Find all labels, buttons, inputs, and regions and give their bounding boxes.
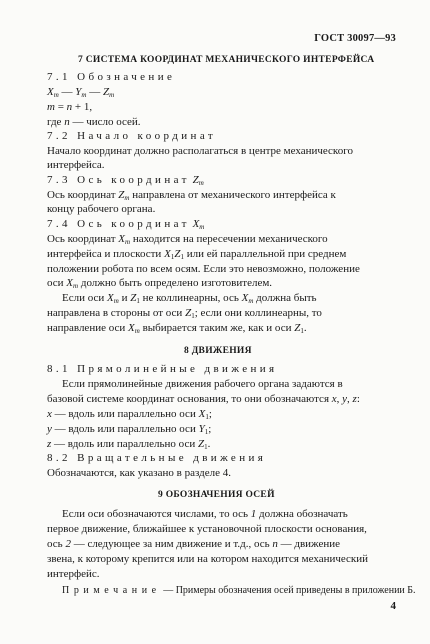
paragraph-7-2-line1: Начало координат должно располагаться в центре механического (47, 145, 353, 157)
paragraph-9-line5: интерфейс. (47, 568, 100, 580)
paragraph-8-2: Обозначаются, как указано в разделе 4. (47, 467, 231, 479)
paragraph-7-4b-line2: направлена в стороны от оси $Z_1$; если они коллинеарны, то (47, 307, 322, 320)
paragraph-7-4-line4: оси $X_m$ должно быть определено изготовителем. (47, 277, 273, 290)
paragraph-7-4-line1: Ось координат $X_m$ находится на пересечении механического (47, 233, 328, 246)
section-7-title: 7 СИСТЕМА КООРДИНАТ МЕХАНИЧЕСКОГО ИНТЕРФЕЙСА (78, 55, 375, 65)
list-item-z: z — вдоль или параллельно оси $Z_1$. (47, 438, 211, 451)
paragraph-9-line3: ось 2 — следующее за ним движение и т.д., ось n — движение (47, 538, 341, 550)
subsection-8-2-heading: 8.2 Вращательные движения (47, 452, 267, 464)
where-line: где n — число осей. (47, 116, 141, 128)
list-item-y: y — вдоль или параллельно оси $Y_1$; (47, 423, 212, 436)
subsection-7-4-heading: 7.4 Ось координат $X_m$ (47, 218, 205, 231)
note-text: — Примеры обозначения осей приведены в приложении Б. (163, 585, 416, 596)
subsection-7-2-heading: 7.2 Начало координат (47, 130, 217, 142)
paragraph-7-3-line1: Ось координат $Z_m$ направлена от механического интерфейса к (47, 189, 336, 202)
paragraph-8-1-line2: базовой системе координат основания, то они обозначаются x, y, z: (47, 393, 360, 405)
paragraph-7-4-line2: интерфейса и плоскости $X_1Z_1$ или ей параллельной при среднем (47, 248, 347, 261)
page-number: 4 (390, 600, 396, 612)
note (62, 585, 416, 596)
paragraph-9-line1: Если оси обозначаются числами, то ось 1 должна обозначать (62, 508, 348, 520)
section-8-title: 8 ДВИЖЕНИЯ (184, 346, 252, 356)
paragraph-7-4b-line3: направление оси $X_m$ выбирается таким же, как и оси $Z_1$. (47, 322, 307, 335)
paragraph-9-line4: звена, к которому крепится или на котором находится механический (47, 553, 369, 565)
paragraph-7-4-line3: положении робота по всем осям. Если это невозможно, положение (47, 263, 360, 275)
subsection-7-3-heading: 7.3 Ось координат $Z_m$ (47, 174, 204, 187)
equation-m: m = n + 1, (47, 101, 93, 113)
paragraph-8-1-line1: Если прямолинейные движения рабочего органа задаются в (62, 378, 343, 390)
equation-axes: $X_m$ — $Y_m$ — $Z_m$ (47, 86, 115, 99)
standard-header: ГОСТ 30097—93 (314, 33, 396, 44)
section-9-title: 9 ОБОЗНАЧЕНИЯ ОСЕЙ (158, 490, 275, 500)
subsection-8-1-heading: 8.1 Прямолинейные движения (47, 363, 278, 375)
list-item-x: x — вдоль или параллельно оси $X_1$; (47, 408, 212, 421)
paragraph-7-4b-line1: Если оси $X_m$ и $Z_1$ не коллинеарны, ось $X_m$ должна быть (62, 292, 317, 305)
paragraph-7-3-line2: концу рабочего органа. (47, 203, 156, 215)
paragraph-7-2-line2: интерфейса. (47, 159, 105, 171)
subsection-7-1-heading: 7.1 Обозначение (47, 71, 176, 83)
note-label: Примечание (62, 585, 161, 596)
paragraph-9-line2: первое движение, ближайшее к установочной плоскости основания, (47, 523, 367, 535)
